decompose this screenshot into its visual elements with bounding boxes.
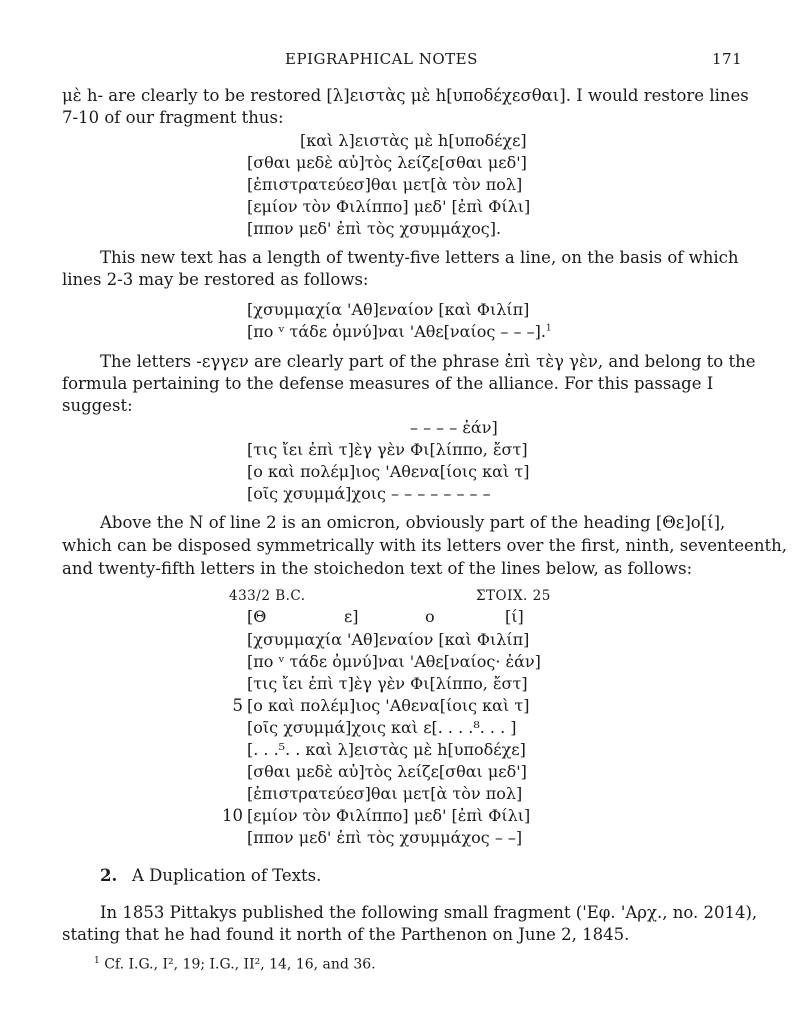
inscription-line: [ἐπιστρατεύεσ]θαι μετ[ὰ τὸν πολ] <box>247 784 523 803</box>
paragraph-line: lines 2-3 may be restored as follows: <box>62 270 369 289</box>
paragraph-line: μὲ h- are clearly to be restored [λ]ειστὰς μὲ h[υποδέχεσθαι]. I would restore lines <box>62 86 749 105</box>
inscription-line: [χσυμμαχία 'Αθ]εναίον [καὶ Φιλίπ] <box>247 300 530 319</box>
paragraph-line: which can be disposed symmetrically with its letters over the first, ninth, seventeenth, <box>62 536 787 555</box>
paragraph-line: Above the N of line 2 is an omicron, obviously part of the heading [Θε]ο[ί], <box>100 513 726 532</box>
inscription-line: [καὶ λ]ειστὰς μὲ h[υποδέχε] <box>300 131 527 150</box>
paragraph-line: and twenty-fifth letters in the stoichedon text of the lines below, as follows: <box>62 559 693 578</box>
heading-letter: ε] <box>344 607 359 626</box>
heading-letter: ο <box>425 607 435 626</box>
footnote-mark: 1 <box>94 956 100 966</box>
paragraph-line: In 1853 Pittakys published the following small fragment ('Εφ. 'Αρχ., no. 2014), <box>100 903 758 922</box>
inscription-line: [ππον μεδ' ἐπὶ τὸς χσυμμάχος – –] <box>247 828 523 847</box>
inscription-line: [σθαι μεδὲ αὐ]τὸς λείζε[σθαι μεδ'] <box>247 153 527 172</box>
footnote-ref: 1 <box>545 323 552 334</box>
line-number: 5 <box>232 696 243 715</box>
stoichedon-label: ΣΤΟΙΧ. 25 <box>476 588 551 604</box>
inscription-line: [ἐπιστρατεύεσ]θαι μετ[ὰ τὸν πολ] <box>247 175 523 194</box>
inscription-line: [εμίον τὸν Φιλίππο] μεδ' [ἐπὶ Φίλι] <box>247 197 531 216</box>
inscription-line: [οῖς χσυμμά]χοις – – – – – – – – <box>247 484 491 503</box>
date-label: 433/2 B.C. <box>229 588 306 604</box>
inscription-line: – – – – ἐάν] <box>410 418 498 437</box>
inscription-line: [σθαι μεδὲ αὐ]τὸς λείζε[σθαι μεδ'] <box>247 762 527 781</box>
inscription-line: [ππον μεδ' ἐπὶ τὸς χσυμμάχος]. <box>247 219 502 238</box>
paragraph-line: stating that he had found it north of the Parthenon on June 2, 1845. <box>62 925 630 944</box>
paragraph-line: suggest: <box>62 396 133 415</box>
heading-letter: [ί] <box>505 607 524 626</box>
footnote <box>94 956 376 973</box>
line-number: 10 <box>222 806 243 825</box>
footnote-text: Cf. I.G., I², 19; I.G., II², 14, 16, and 36. <box>104 956 376 973</box>
inscription-line: [ο καὶ πολέμ]ιος 'Αθενα[ίοις καὶ τ] <box>247 462 530 481</box>
section-number: 2. <box>100 866 118 885</box>
inscription-line: [οῖς χσυμμά]χοις καὶ ε[. . . .⁸. . . ] <box>247 718 517 737</box>
heading-letter: [Θ <box>247 607 267 626</box>
inscription-line: [τις ἴει ἐπὶ τ]ὲγ γὲν Φι[λίππο, ἔστ] <box>247 674 528 693</box>
paragraph-line: 7-10 of our fragment thus: <box>62 108 284 127</box>
inscription-line: [χσυμμαχία 'Αθ]εναίον [καὶ Φιλίπ] <box>247 630 530 649</box>
paragraph-line: formula pertaining to the defense measures of the alliance. For this passage I <box>62 374 714 393</box>
inscription-line: [πο ᵛ τάδε ὀμνύ]ναι 'Αθε[ναίος· ἐάν] <box>247 652 541 671</box>
page-number: 171 <box>712 50 743 68</box>
inscription-line: [εμίον τὸν Φιλίππο] μεδ' [ἐπὶ Φίλι] <box>247 806 531 825</box>
inscription-line: [τις ἴει ἐπὶ τ]ὲγ γὲν Φι[λίππο, ἔστ] <box>247 440 528 459</box>
paragraph-line: The letters -εγγεν are clearly part of the phrase ἐπὶ τὲγ γὲν, and belong to the <box>100 352 756 371</box>
section-title: A Duplication of Texts. <box>132 866 322 885</box>
paragraph-line: This new text has a length of twenty-five letters a line, on the basis of which <box>100 248 739 267</box>
inscription-line: [πο ᵛ τάδε ὀμνύ]ναι 'Αθε[ναίος – – –].$^1$ <box>247 322 552 341</box>
running-title: EPIGRAPHICAL NOTES <box>285 50 478 68</box>
inscription-line: [. . .⁵. . καὶ λ]ειστὰς μὲ h[υποδέχε] <box>247 740 526 759</box>
inscription-line: [ο καὶ πολέμ]ιος 'Αθενα[ίοις καὶ τ] <box>247 696 530 715</box>
